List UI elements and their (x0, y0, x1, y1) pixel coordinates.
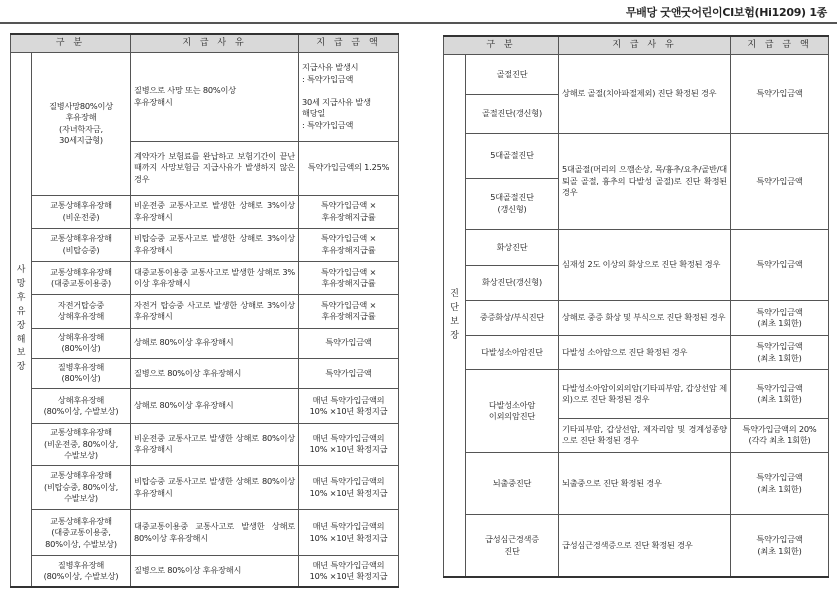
payment-amount: 특약가입금액 × 후유장해지급률 (299, 262, 399, 295)
payment-reason: 상해로 골절(치아파절제외) 진단 확정된 경우 (559, 55, 731, 133)
payment-reason: 대중교통이용중 교통사고로 발생한 상해로 80%이상 후유장해시 (131, 510, 299, 556)
coverage-name: 급성심근경색증 진단 (466, 515, 559, 577)
coverage-name: 질병후유장해 (80%이상) (32, 358, 131, 388)
category-cell: 진 단 보 장 (444, 55, 466, 577)
header-divider (0, 22, 837, 24)
payment-amount: 매년 특약가입금액의 10% ×10년 확정지급 (299, 510, 399, 556)
coverage-name: 교통상해후유장해 (비운전중, 80%이상, 수발보상) (32, 424, 131, 466)
col-header-amount: 지 급 금 액 (299, 34, 399, 53)
payment-amount: 특약가입금액 (최초 1회한) (731, 370, 829, 418)
col-header-reason: 지 급 사 유 (559, 36, 731, 55)
payment-amount: 특약가입금액 (최초 1회한) (731, 300, 829, 335)
category-cell: 사 망 후 유 장 해 보 장 (11, 53, 32, 587)
coverage-name: 화상진단 (466, 230, 559, 266)
coverage-name: 골절진단 (466, 55, 559, 95)
col-header-amount: 지 급 금 액 (731, 36, 829, 55)
coverage-name: 5대골절진단 (갱신형) (466, 178, 559, 229)
payment-amount: 특약가입금액 (최초 1회한) (731, 453, 829, 515)
payment-amount: 매년 특약가입금액의 10% ×10년 확정지급 (299, 465, 399, 510)
payment-amount: 매년 특약가입금액의 10% ×10년 확정지급 (299, 556, 399, 587)
coverage-name: 중증화상/부식진단 (466, 300, 559, 335)
col-header-reason: 지 급 사 유 (131, 34, 299, 53)
payment-reason: 5대골절(머리의 으깸손상, 목/흉추/요추/골반/대퇴골 골절, 흉추의 다발성 골절)로 진단 확정된 경우 (559, 133, 731, 230)
payment-amount: 특약가입금액 × 후유장해지급률 (299, 295, 399, 328)
death-disability-benefit-table (10, 33, 399, 588)
payment-amount: 특약가입금액의 1.25% (299, 141, 399, 195)
diagnosis-benefit-table (443, 35, 829, 578)
payment-amount: 특약가입금액 (최초 1회한) (731, 515, 829, 577)
payment-amount: 특약가입금액 × 후유장해지급률 (299, 195, 399, 228)
coverage-name: 다발성소아암진단 (466, 336, 559, 370)
payment-reason: 다발성소아암이외의암(기타피부암, 갑상선암 제외)으로 진단 확정된 경우 (559, 370, 731, 418)
payment-reason: 질병으로 80%이상 후유장해시 (131, 556, 299, 587)
payment-reason: 계약자가 보험료를 완납하고 보험기간이 끝난 때까지 사망보험금 지급사유가 발생하지 않은 경우 (131, 141, 299, 195)
payment-reason: 다발성 소아암으로 진단 확정된 경우 (559, 336, 731, 370)
payment-reason: 상해로 80%이상 후유장해시 (131, 328, 299, 358)
payment-amount: 특약가입금액 (731, 230, 829, 301)
coverage-name: 다발성소아암 이외의암진단 (466, 370, 559, 453)
payment-reason: 상해로 80%이상 후유장해시 (131, 388, 299, 423)
coverage-name: 상해후유장해 (80%이상, 수발보상) (32, 388, 131, 423)
payment-reason: 비탑승중 교통사고로 발생한 상해로 80%이상 후유장해시 (131, 465, 299, 510)
coverage-name: 상해후유장해 (80%이상) (32, 328, 131, 358)
payment-reason: 비운전중 교통사고로 발생한 상해로 80%이상 후유장해시 (131, 424, 299, 466)
coverage-name: 자전거탑승중 상해후유장해 (32, 295, 131, 328)
payment-reason: 상해로 중증 화상 및 부식으로 진단 확정된 경우 (559, 300, 731, 335)
payment-reason: 대중교통이용중 교통사고로 발생한 상해로 3%이상 후유장해시 (131, 262, 299, 295)
payment-reason: 자전거 탑승중 사고로 발생한 상해로 3%이상 후유장해시 (131, 295, 299, 328)
coverage-name: 뇌출중진단 (466, 453, 559, 515)
payment-reason: 기타피부암, 갑상선암, 제자리암 및 경계성종양으로 진단 확정된 경우 (559, 418, 731, 452)
col-header-category: 구 분 (11, 34, 131, 53)
payment-amount: 특약가입금액 (최초 1회한) (731, 336, 829, 370)
coverage-name: 교통상해후유장해 (비탑승중, 80%이상, 수발보상) (32, 465, 131, 510)
coverage-name: 교통상해후유장해 (대중교통이용중) (32, 262, 131, 295)
payment-amount: 지급사유 발생시 : 특약가입금액 30세 지급사유 발생 해당일 : 특약가입금액 (299, 53, 399, 141)
payment-amount: 특약가입금액 × 후유장해지급률 (299, 228, 399, 261)
coverage-name: 교통상해후유장해 (대중교통이용중, 80%이상, 수발보상) (32, 510, 131, 556)
payment-amount: 특약가입금액 (731, 55, 829, 133)
payment-reason: 급성심근경색증으로 진단 확정된 경우 (559, 515, 731, 577)
coverage-name: 교통상해후유장해 (비탑승중) (32, 228, 131, 261)
coverage-name: 화상진단(갱신형) (466, 266, 559, 300)
payment-reason: 질병으로 80%이상 후유장해시 (131, 358, 299, 388)
payment-reason: 심재성 2도 이상의 화상으로 진단 확정된 경우 (559, 230, 731, 301)
coverage-name: 골절진단(갱신형) (466, 94, 559, 133)
payment-reason: 질병으로 사망 또는 80%이상 후유장해시 (131, 53, 299, 141)
coverage-name: 질병사망80%이상 후유장해 (자녀학자금, 30세지급형) (32, 53, 131, 195)
payment-amount: 매년 특약가입금액의 10% ×10년 확정지급 (299, 388, 399, 423)
payment-amount: 특약가입금액 (299, 328, 399, 358)
coverage-name: 5대골절진단 (466, 133, 559, 178)
payment-amount: 특약가입금액의 20% (각각 최초 1회한) (731, 418, 829, 452)
payment-reason: 비운전중 교통사고로 발생한 상해로 3%이상 후유장해시 (131, 195, 299, 228)
col-header-category: 구 분 (444, 36, 559, 55)
payment-amount: 특약가입금액 (299, 358, 399, 388)
payment-reason: 뇌출중으로 진단 확정된 경우 (559, 453, 731, 515)
coverage-name: 질병후유장해 (80%이상, 수발보상) (32, 556, 131, 587)
payment-amount: 특약가입금액 (731, 133, 829, 230)
payment-amount: 매년 특약가입금액의 10% ×10년 확정지급 (299, 424, 399, 466)
document-title: 무배당 굿앤굿어린이CI보험(Hi1209) 1종 (625, 6, 827, 19)
coverage-name: 교통상해후유장해 (비운전중) (32, 195, 131, 228)
payment-reason: 비탑승중 교통사고로 발생한 상해로 3%이상 후유장해시 (131, 228, 299, 261)
